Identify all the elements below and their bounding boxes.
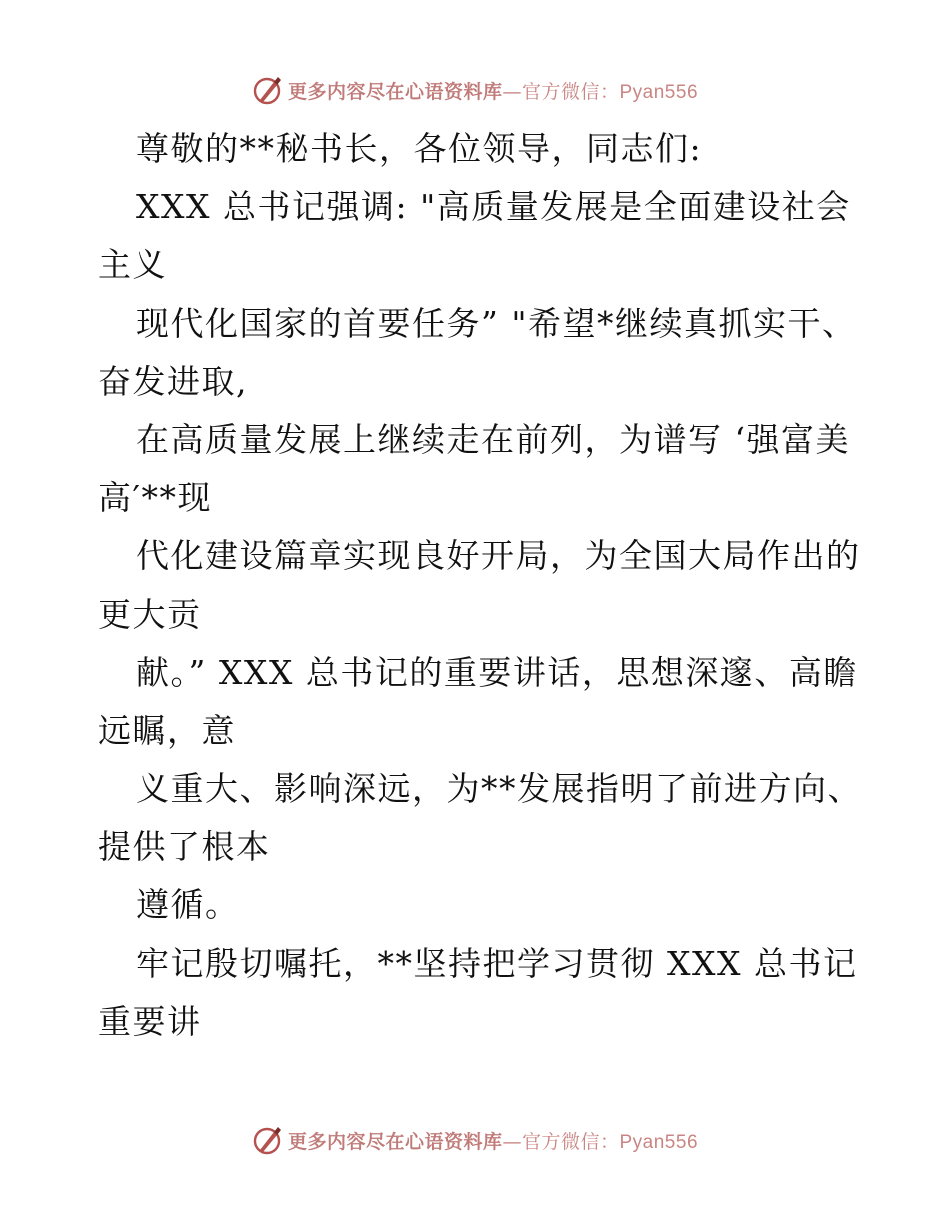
banner-text xyxy=(288,77,698,104)
text-line: 提供了根本 xyxy=(98,827,271,867)
text-line: 在高质量发展上继续走在前列，为谱写 ‘强富美 xyxy=(136,419,850,459)
banner-separator: — xyxy=(502,1130,522,1153)
banner-wechat: 官方微信：Pyan556 xyxy=(522,1131,699,1153)
banner-separator: — xyxy=(502,80,522,103)
text-line: 牢记殷切嘱托，**坚持把学习贯彻 XXX 总书记 xyxy=(136,943,858,983)
banner-text xyxy=(288,1127,698,1154)
text-line: 献。” XXX 总书记的重要讲话，思想深邃、高瞻 xyxy=(136,652,858,692)
text-line: 更大贡 xyxy=(98,594,202,634)
text-line: 远瞩，意 xyxy=(98,710,236,750)
text-line: 主义 xyxy=(98,245,167,285)
text-line: 重要讲 xyxy=(98,1001,202,1041)
banner-title: 更多内容尽在心语资料库 xyxy=(287,1130,503,1153)
pen-logo-icon xyxy=(252,1124,284,1156)
text-line: 代化建设篇章实现良好开局，为全国大局作出的 xyxy=(136,536,861,576)
header-banner xyxy=(0,70,950,110)
banner-title: 更多内容尽在心语资料库 xyxy=(287,80,503,103)
text-line: 遵循。 xyxy=(136,885,240,925)
pen-logo-icon xyxy=(252,74,284,106)
footer-banner xyxy=(0,1120,950,1160)
text-line: 高′**现 xyxy=(98,478,212,518)
text-line: XXX 总书记强调: "高质量发展是全面建设社会 xyxy=(136,187,851,227)
text-line: 尊敬的**秘书长，各位领导，同志们: xyxy=(136,129,703,168)
banner-wechat: 官方微信：Pyan556 xyxy=(522,81,699,103)
text-line: 义重大、影响深远，为**发展指明了前进方向、 xyxy=(136,769,862,809)
text-line: 现代化国家的首要任务” "希望*继续真抓实干、 xyxy=(136,303,857,343)
document-body xyxy=(98,120,862,1051)
text-line: 奋发进取, xyxy=(98,361,248,401)
